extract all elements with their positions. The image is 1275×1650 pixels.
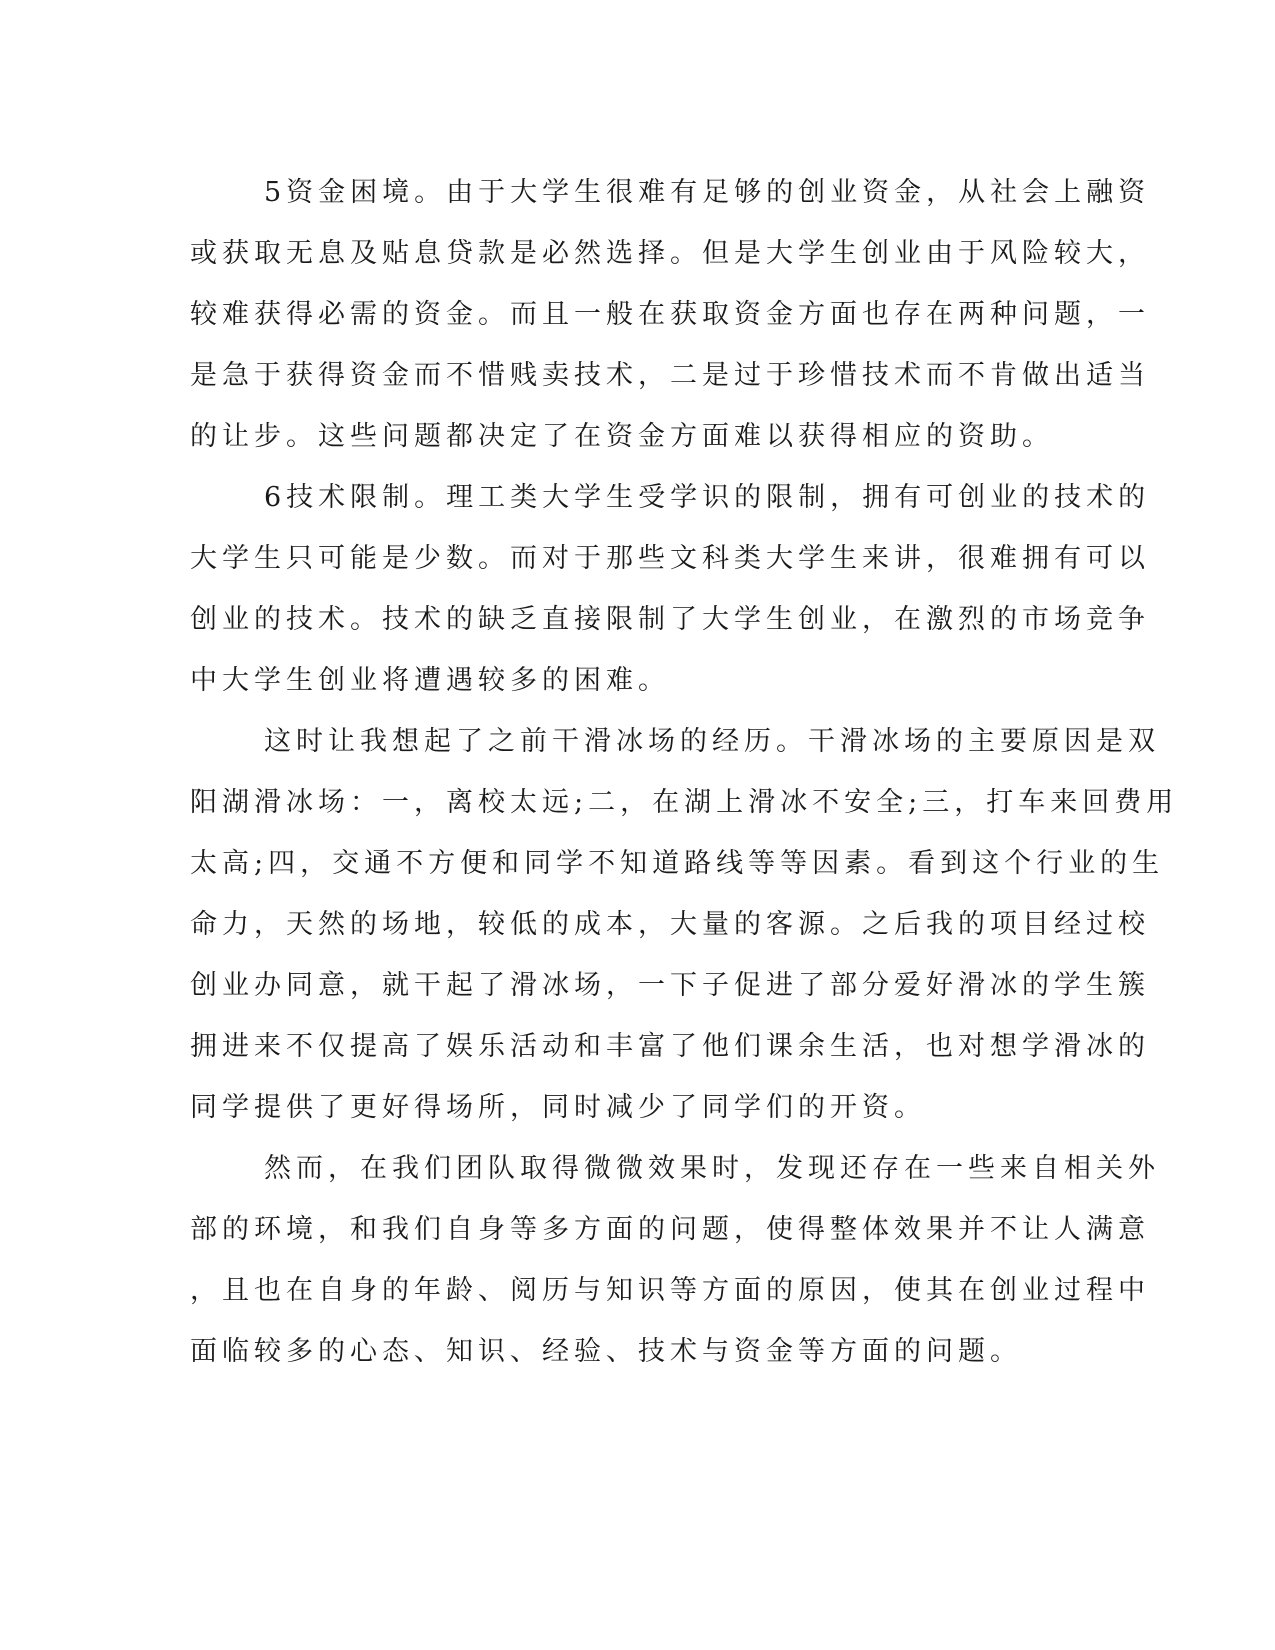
paragraph-technology: [190, 467, 1151, 711]
text-line: 创业办同意，就干起了滑冰场，一下子促进了部分爱好滑冰的学生簇: [190, 970, 1150, 1001]
text-line: 太高;四，交通不方便和同学不知道路线等等因素。看到这个行业的生: [190, 848, 1165, 879]
text-line: 6技术限制。理工类大学生受学识的限制，拥有可创业的技术的: [264, 482, 1151, 513]
text-line: 中大学生创业将遭遇较多的困难。: [190, 665, 670, 696]
text-line: 命力，天然的场地，较低的成本，大量的客源。之后我的项目经过校: [190, 909, 1150, 940]
paragraph-funding: [190, 162, 1151, 467]
text-line: 面临较多的心态、知识、经验、技术与资金等方面的问题。: [190, 1336, 1022, 1367]
text-line: 同学提供了更好得场所，同时减少了同学们的开资。: [190, 1092, 926, 1123]
text-line: 是急于获得资金而不惜贱卖技术，二是过于珍惜技术而不肯做出适当: [190, 360, 1150, 391]
paragraph-problems: [190, 1138, 1160, 1382]
text-line: 的让步。这些问题都决定了在资金方面难以获得相应的资助。: [190, 421, 1054, 452]
text-line: 然而，在我们团队取得微微效果时，发现还存在一些来自相关外: [264, 1153, 1160, 1184]
text-line: 较难获得必需的资金。而且一般在获取资金方面也存在两种问题，一: [190, 299, 1150, 330]
text-line: 创业的技术。技术的缺乏直接限制了大学生创业，在激烈的市场竞争: [190, 604, 1150, 635]
text-line: 5资金困境。由于大学生很难有足够的创业资金，从社会上融资: [264, 177, 1151, 208]
document-body: [190, 162, 1179, 1382]
text-line: ，且也在自身的年龄、阅历与知识等方面的原因，使其在创业过程中: [190, 1275, 1150, 1306]
text-line: 或获取无息及贴息贷款是必然选择。但是大学生创业由于风险较大，: [190, 238, 1150, 269]
text-line: 大学生只可能是少数。而对于那些文科类大学生来讲，很难拥有可以: [190, 543, 1150, 574]
text-line: 拥进来不仅提高了娱乐活动和丰富了他们课余生活，也对想学滑冰的: [190, 1031, 1150, 1062]
text-line: 阳湖滑冰场：一，离校太远;二，在湖上滑冰不安全;三，打车来回费用: [190, 787, 1179, 818]
paragraph-ice-rink: [190, 711, 1179, 1138]
text-line: 部的环境，和我们自身等多方面的问题，使得整体效果并不让人满意: [190, 1214, 1150, 1245]
text-line: 这时让我想起了之前干滑冰场的经历。干滑冰场的主要原因是双: [264, 726, 1160, 757]
